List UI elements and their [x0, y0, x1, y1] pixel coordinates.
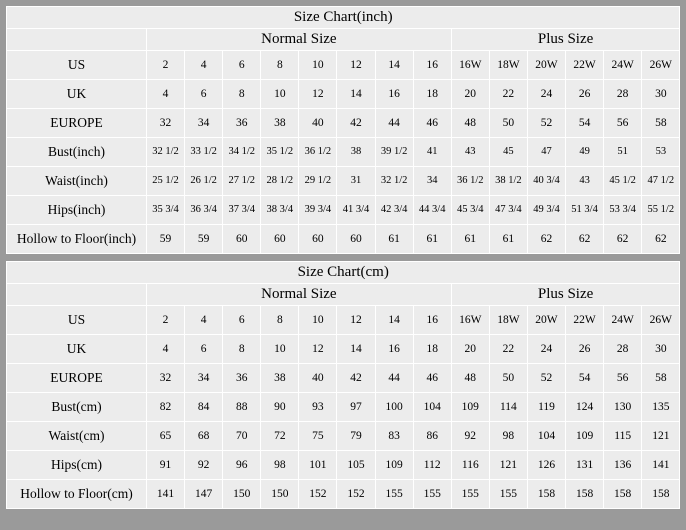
cell: 16	[413, 306, 451, 335]
cell: 97	[337, 393, 375, 422]
cell: 68	[185, 422, 223, 451]
cell: 60	[223, 225, 261, 254]
cell: 22W	[566, 306, 604, 335]
cell: 62	[527, 225, 565, 254]
cell: 22	[489, 335, 527, 364]
cell: 28	[604, 80, 642, 109]
cell: 39 3/4	[299, 196, 337, 225]
cell: 98	[261, 451, 299, 480]
cell: 109	[566, 422, 604, 451]
row-label: Bust(inch)	[7, 138, 147, 167]
cell: 50	[489, 364, 527, 393]
cell: 32	[147, 364, 185, 393]
cell: 36 1/2	[299, 138, 337, 167]
cell: 6	[223, 306, 261, 335]
cell: 41 3/4	[337, 196, 375, 225]
cell: 150	[223, 480, 261, 509]
cell: 24W	[604, 51, 642, 80]
cell: 75	[299, 422, 337, 451]
cell: 20W	[527, 51, 565, 80]
group-header-normal: Normal Size	[147, 284, 452, 306]
cell: 12	[299, 335, 337, 364]
size-chart-cm-body	[7, 262, 680, 509]
cell: 32 1/2	[375, 167, 413, 196]
cell: 4	[185, 51, 223, 80]
row-label: Hips(inch)	[7, 196, 147, 225]
cell: 16W	[451, 306, 489, 335]
cell: 49 3/4	[527, 196, 565, 225]
cell: 34	[185, 109, 223, 138]
cell: 2	[147, 51, 185, 80]
cell: 16	[375, 80, 413, 109]
cell: 158	[527, 480, 565, 509]
table-row	[7, 451, 680, 480]
table-title-row	[7, 7, 680, 29]
size-chart-cm-table	[6, 261, 680, 509]
cell: 27 1/2	[223, 167, 261, 196]
cell: 131	[566, 451, 604, 480]
row-label: EUROPE	[7, 109, 147, 138]
cell: 18W	[489, 51, 527, 80]
cell: 24	[527, 80, 565, 109]
cell: 22W	[566, 51, 604, 80]
cell: 26 1/2	[185, 167, 223, 196]
table-group-row	[7, 284, 680, 306]
table-row	[7, 138, 680, 167]
cell: 116	[451, 451, 489, 480]
cell: 59	[185, 225, 223, 254]
cell: 36 3/4	[185, 196, 223, 225]
cell: 6	[185, 80, 223, 109]
cell: 10	[261, 335, 299, 364]
cell: 121	[489, 451, 527, 480]
cell: 36 1/2	[451, 167, 489, 196]
cell: 26W	[642, 306, 680, 335]
cell: 40	[299, 109, 337, 138]
cell: 16	[413, 51, 451, 80]
cell: 45	[489, 138, 527, 167]
cell: 47 1/2	[642, 167, 680, 196]
cell: 147	[185, 480, 223, 509]
table-title-row	[7, 262, 680, 284]
table-row	[7, 51, 680, 80]
cell: 44 3/4	[413, 196, 451, 225]
cell: 70	[223, 422, 261, 451]
cell: 18	[413, 80, 451, 109]
cell: 8	[223, 335, 261, 364]
cell: 12	[337, 306, 375, 335]
cell: 96	[223, 451, 261, 480]
cell: 104	[527, 422, 565, 451]
cell: 44	[375, 109, 413, 138]
table-row	[7, 480, 680, 509]
cell: 38 3/4	[261, 196, 299, 225]
row-label: US	[7, 306, 147, 335]
table-row	[7, 109, 680, 138]
cell: 124	[566, 393, 604, 422]
table-row	[7, 364, 680, 393]
cell: 6	[185, 335, 223, 364]
cell: 50	[489, 109, 527, 138]
cell: 39 1/2	[375, 138, 413, 167]
row-label: UK	[7, 80, 147, 109]
table-row	[7, 422, 680, 451]
cell: 90	[261, 393, 299, 422]
cell: 43	[566, 167, 604, 196]
cell: 100	[375, 393, 413, 422]
cell: 37 3/4	[223, 196, 261, 225]
cell: 25 1/2	[147, 167, 185, 196]
group-header-plus: Plus Size	[451, 29, 680, 51]
cell: 4	[147, 335, 185, 364]
cell: 158	[566, 480, 604, 509]
row-label: UK	[7, 335, 147, 364]
cell: 72	[261, 422, 299, 451]
cell: 92	[451, 422, 489, 451]
cell: 53 3/4	[604, 196, 642, 225]
row-label: Hips(cm)	[7, 451, 147, 480]
cell: 55 1/2	[642, 196, 680, 225]
cell: 88	[223, 393, 261, 422]
cell: 47	[527, 138, 565, 167]
cell: 38 1/2	[489, 167, 527, 196]
cell: 18W	[489, 306, 527, 335]
cell: 2	[147, 306, 185, 335]
cell: 10	[299, 51, 337, 80]
row-label: EUROPE	[7, 364, 147, 393]
cell: 33 1/2	[185, 138, 223, 167]
cell: 109	[375, 451, 413, 480]
cell: 115	[604, 422, 642, 451]
cell: 59	[147, 225, 185, 254]
cell: 114	[489, 393, 527, 422]
row-label: US	[7, 51, 147, 80]
cell: 136	[604, 451, 642, 480]
cell: 112	[413, 451, 451, 480]
cell: 40 3/4	[527, 167, 565, 196]
table-title: Size Chart(inch)	[7, 7, 680, 29]
cell: 48	[451, 109, 489, 138]
table-group-row	[7, 29, 680, 51]
cell: 26	[566, 335, 604, 364]
cell: 45 1/2	[604, 167, 642, 196]
cell: 16	[375, 335, 413, 364]
table-row	[7, 393, 680, 422]
cell: 20W	[527, 306, 565, 335]
cell: 42 3/4	[375, 196, 413, 225]
cell: 135	[642, 393, 680, 422]
cell: 101	[299, 451, 337, 480]
cell: 20	[451, 335, 489, 364]
table-row	[7, 306, 680, 335]
cell: 56	[604, 364, 642, 393]
cell: 35 1/2	[261, 138, 299, 167]
cell: 14	[337, 80, 375, 109]
cell: 54	[566, 364, 604, 393]
cell: 24	[527, 335, 565, 364]
cell: 130	[604, 393, 642, 422]
cell: 38	[337, 138, 375, 167]
cell: 12	[337, 51, 375, 80]
cell: 54	[566, 109, 604, 138]
group-row-spacer	[7, 284, 147, 306]
cell: 51	[604, 138, 642, 167]
row-label: Bust(cm)	[7, 393, 147, 422]
cell: 4	[185, 306, 223, 335]
cell: 34 1/2	[223, 138, 261, 167]
cell: 16W	[451, 51, 489, 80]
cell: 18	[413, 335, 451, 364]
cell: 158	[604, 480, 642, 509]
cell: 60	[337, 225, 375, 254]
cell: 150	[261, 480, 299, 509]
cell: 34	[185, 364, 223, 393]
cell: 104	[413, 393, 451, 422]
group-row-spacer	[7, 29, 147, 51]
cell: 152	[337, 480, 375, 509]
cell: 22	[489, 80, 527, 109]
cell: 62	[566, 225, 604, 254]
cell: 91	[147, 451, 185, 480]
cell: 42	[337, 109, 375, 138]
cell: 14	[337, 335, 375, 364]
cell: 61	[413, 225, 451, 254]
cell: 4	[147, 80, 185, 109]
cell: 8	[261, 51, 299, 80]
cell: 79	[337, 422, 375, 451]
cell: 141	[147, 480, 185, 509]
group-header-normal: Normal Size	[147, 29, 452, 51]
table-title: Size Chart(cm)	[7, 262, 680, 284]
row-label: Hollow to Floor(cm)	[7, 480, 147, 509]
cell: 30	[642, 335, 680, 364]
cell: 6	[223, 51, 261, 80]
cell: 53	[642, 138, 680, 167]
cell: 8	[261, 306, 299, 335]
cell: 43	[451, 138, 489, 167]
cell: 61	[451, 225, 489, 254]
table-row	[7, 196, 680, 225]
cell: 31	[337, 167, 375, 196]
table-row	[7, 225, 680, 254]
cell: 42	[337, 364, 375, 393]
cell: 45 3/4	[451, 196, 489, 225]
cell: 46	[413, 109, 451, 138]
cell: 10	[261, 80, 299, 109]
cell: 20	[451, 80, 489, 109]
cell: 84	[185, 393, 223, 422]
cell: 41	[413, 138, 451, 167]
table-row	[7, 335, 680, 364]
cell: 109	[451, 393, 489, 422]
size-chart-inch-body	[7, 7, 680, 254]
group-header-plus: Plus Size	[451, 284, 680, 306]
cell: 36	[223, 109, 261, 138]
table-row	[7, 80, 680, 109]
table-row	[7, 167, 680, 196]
cell: 92	[185, 451, 223, 480]
cell: 105	[337, 451, 375, 480]
cell: 30	[642, 80, 680, 109]
cell: 155	[413, 480, 451, 509]
cell: 38	[261, 109, 299, 138]
cell: 98	[489, 422, 527, 451]
cell: 28	[604, 335, 642, 364]
cell: 60	[299, 225, 337, 254]
cell: 155	[489, 480, 527, 509]
cell: 48	[451, 364, 489, 393]
cell: 62	[642, 225, 680, 254]
cell: 35 3/4	[147, 196, 185, 225]
cell: 32	[147, 109, 185, 138]
cell: 52	[527, 109, 565, 138]
cell: 29 1/2	[299, 167, 337, 196]
cell: 36	[223, 364, 261, 393]
cell: 46	[413, 364, 451, 393]
cell: 158	[642, 480, 680, 509]
cell: 26W	[642, 51, 680, 80]
cell: 34	[413, 167, 451, 196]
cell: 32 1/2	[147, 138, 185, 167]
size-chart-inch-table	[6, 6, 680, 254]
cell: 62	[604, 225, 642, 254]
cell: 51 3/4	[566, 196, 604, 225]
cell: 82	[147, 393, 185, 422]
cell: 26	[566, 80, 604, 109]
cell: 52	[527, 364, 565, 393]
cell: 28 1/2	[261, 167, 299, 196]
cell: 24W	[604, 306, 642, 335]
cell: 14	[375, 51, 413, 80]
cell: 119	[527, 393, 565, 422]
cell: 141	[642, 451, 680, 480]
cell: 121	[642, 422, 680, 451]
cell: 155	[451, 480, 489, 509]
cell: 60	[261, 225, 299, 254]
cell: 126	[527, 451, 565, 480]
cell: 38	[261, 364, 299, 393]
cell: 12	[299, 80, 337, 109]
cell: 14	[375, 306, 413, 335]
cell: 49	[566, 138, 604, 167]
cell: 10	[299, 306, 337, 335]
cell: 40	[299, 364, 337, 393]
cell: 86	[413, 422, 451, 451]
cell: 61	[375, 225, 413, 254]
row-label: Waist(cm)	[7, 422, 147, 451]
cell: 56	[604, 109, 642, 138]
cell: 47 3/4	[489, 196, 527, 225]
cell: 83	[375, 422, 413, 451]
cell: 61	[489, 225, 527, 254]
cell: 65	[147, 422, 185, 451]
cell: 8	[223, 80, 261, 109]
cell: 44	[375, 364, 413, 393]
cell: 93	[299, 393, 337, 422]
cell: 58	[642, 364, 680, 393]
cell: 58	[642, 109, 680, 138]
cell: 152	[299, 480, 337, 509]
row-label: Waist(inch)	[7, 167, 147, 196]
row-label: Hollow to Floor(inch)	[7, 225, 147, 254]
cell: 155	[375, 480, 413, 509]
